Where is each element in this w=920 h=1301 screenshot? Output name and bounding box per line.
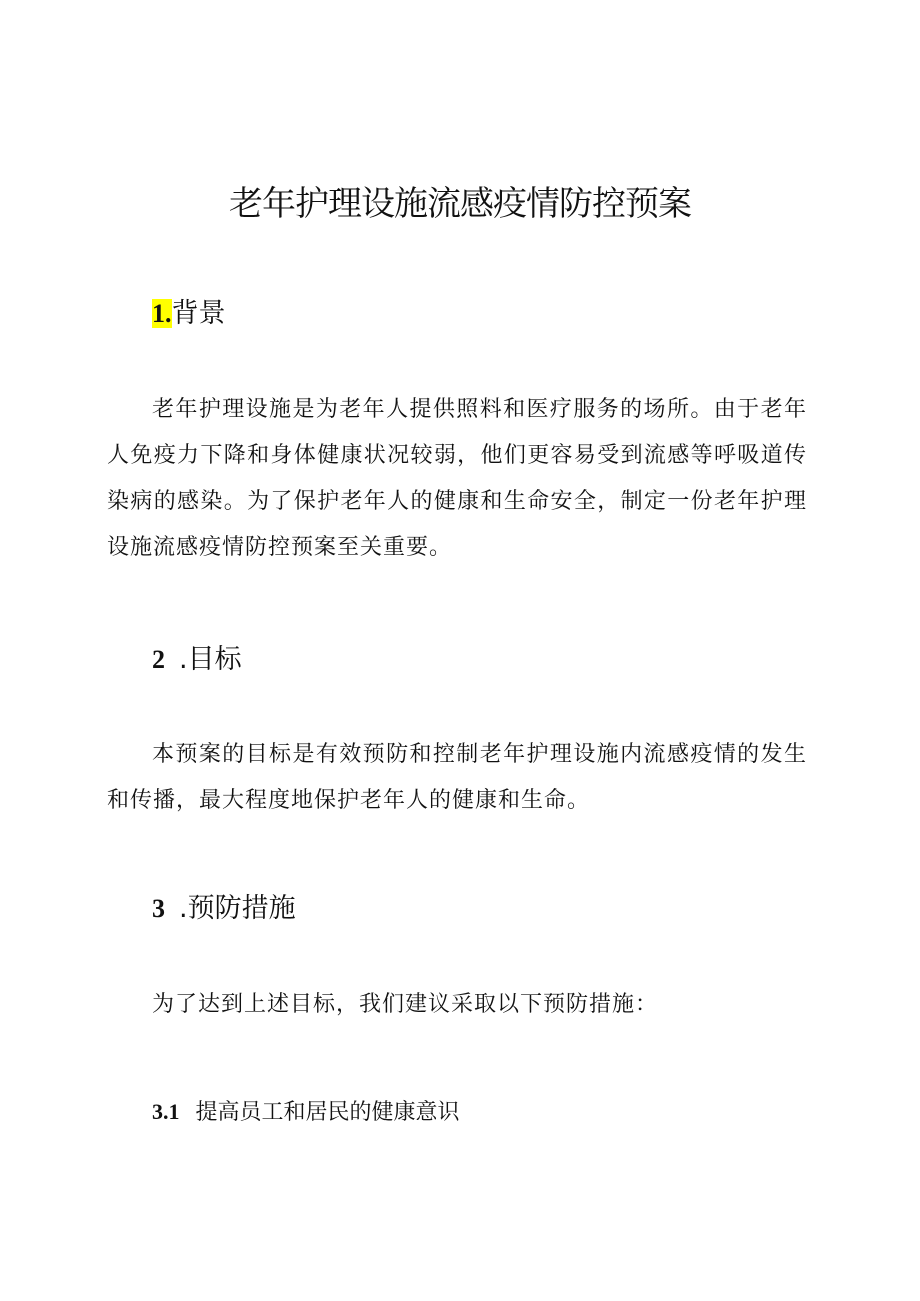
document-title: 老年护理设施流感疫情防控预案 (229, 184, 691, 224)
section-number-highlighted: 1. (152, 299, 172, 328)
subsection-title: 提高员工和居民的健康意识 (195, 1100, 460, 1125)
section-paragraph-background: 老年护理设施是为老年人提供照料和医疗服务的场所。由于老年人免疫力下降和身体健康状况较弱，他们更容易受到流感等呼吸道传染病的感染。为了保护老年人的健康和生命安全，制定一份老年护理设施流感疫情防控预案至关重要。 (107, 397, 807, 560)
section-heading-background (152, 294, 226, 334)
section-heading-goal (152, 640, 242, 680)
section-heading-prevention (152, 889, 296, 929)
section-number: 3 (152, 894, 165, 923)
section-title: .目标 (179, 644, 242, 675)
subsection-heading (152, 1095, 460, 1130)
section-number: 2 (152, 645, 165, 674)
section-title: .预防措施 (179, 893, 296, 924)
section-paragraph-prevention: 为了达到上述目标，我们建议采取以下预防措施： (152, 992, 659, 1017)
section-paragraph-goal: 本预案的目标是有效预防和控制老年护理设施内流感疫情的发生和传播，最大程度地保护老年人的健康和生命。 (107, 742, 807, 813)
subsection-number: 3.1 (152, 1099, 180, 1124)
section-title: 背景 (171, 298, 226, 329)
